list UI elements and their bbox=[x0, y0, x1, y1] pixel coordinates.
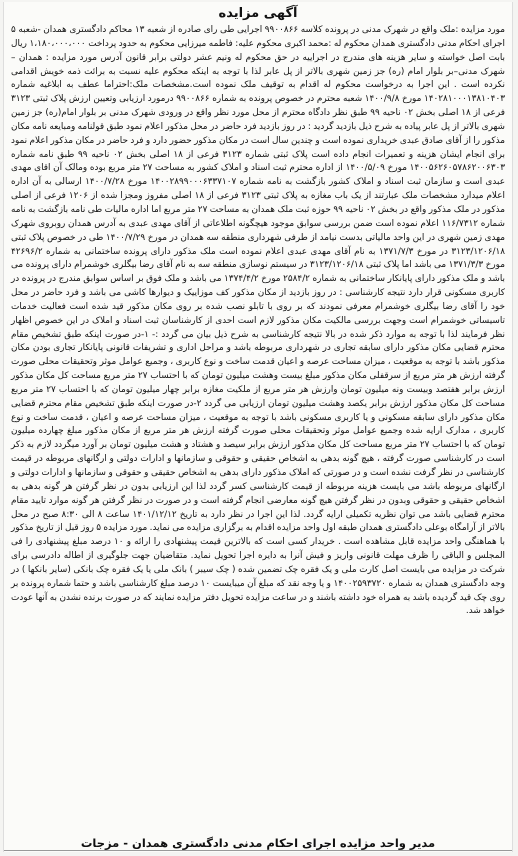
bottom-divider bbox=[4, 850, 512, 851]
auction-notice bbox=[3, 2, 513, 852]
notice-title: آگهی مزایده bbox=[218, 6, 298, 21]
notice-body: مورد مزایده :ملک واقع در شهرک مدنی در پرونده کلاسه ۹۹۰۰۸۶۶ اجرایی طی رای صادره از شعبه ۱۳ محاکم دادگستری همدان -شعبه ۵ اجرای احکام مدنی دادگستری همدان محکوم له :محمد اکبری محکوم علیه: فاطمه میرزایی محکوم به حدود پرداخت ۱،۱۸۰،۰۰۰،۰۰۰ ریال بابت اصل خواسته و سایر هزینه های مندرج در اجراییه در حق محکوم له ونیم عشر دولتی برابر قانون آدرس مورد مزایده : همدان – شهرک مدنی–بر بلوار امام (ره) جز زمین شهری بالاتر از پل عابر لذا با توجه به اینکه محکوم علیه نسبت به برائت ذمه خویش اقدامی نکرده است . این اجرا به درخواست محکوم له اقدام به توقیف ملک نموده است.مشخصات ملک:احتراما عطف به ابلاغیه شماره ۱۴۰۲۸۱۰۰۰۱۳۸۱۰۴۰۳ مورخ ۱۴۰۰/۹/۸ شعبه محترم در خصوص پرونده به شماره ۹۹۰۰۸۶۶ درمورد ارزیابی وتعیین ارزش پلاک ثبتی ۳۱۲۳ فرعی از ۱۸ اصلی بخش ۰۲ ناحیه ۹۹ طبق نظر دادگاه محترم از محل مورد نظر واقع در ورودی شهرک مدنی بر بلوار امام(ره) جز زمین شهری بالاتر از پل عابر پیاده به شرح ذیل بازدید گردید : در روز بازدید فرد حاضر در محل مذکور اعلام نمود طبق قولنامه ومبایعه نامه مکان مذکور را از آقای صادق عبدی خریداری نموده است و چندین سال است در مکان مذکور حضور دارد و فرد حاضر در مکان مذکور اعلام نمود برای انجام ایشان هزینه و تعمیرات انجام داده است پلاک ثبتی شماره ۳۱۲۳ فرعی از ۱۸ اصلی بخش ۰۲ ناحیه ۹۹ طبق نامه شماره ۱۴۰۰۵۶۲۶۰۵۷۸۶۲۰۰۶۳۰۳ مورخ ۱۴۰۰/۵/۰۹ از اداره محترم ثبت اسناد و املاک کشور به مساحت ۲۷ متر مربع بوده ومالک آن اقای مهدی عبدی است و سازمان ثبت اسناد و املاک کشور بازگشت به نامه شماره ۱۴۰۰۲۸۹۹۰۰۰۶۳۳۷۱۰۷ مورخ ۱۴۰۰/۷/۲۸ ارسالی به آن اداره اعلام میدارد مشخصات ملک عبارتند از یک باب مغازه به پلاک ثبتی ۳۱۲۳ فرعی از ۱۸ اصلی مفروز ومجزا شده از ۱۲۰۶ فرعی از اصلی مذکور در ملک مذکور واقع در بخش ۰۲ ناحیه ۹۹ حوزه ثبت ملک همدان به مساحت ۲۷ متر مربع اما اداره مالیات طی نامه بازگشت به نامه شماره ۱۱۶/۷۳۱۲ اعلام نموده است ضمن بررسی سوابق موجود هیچگونه اطلاعاتی از آقای مهدی عبدی به آدرس همدان روبروی شهرک مهدی زمین شهری در این واحد مالیاتی بدست نیامد از طرفی شهرداری منطقه سه همدان در مورخ ۱۴۰۰/۷/۲۹ طی در خصوص پلاک ثبتی ۳۱۲۳/۱۲۰۶/۱۸ در مورخ ۱۳۷۱/۷/۳ به نام آقای مهدی عبدی اعلام نموده است ملک مذکور دارای پرونده ساختمانی به شماره ۴۲۶۹۶/۲ مورخ ۱۳۷۱/۳/۳ می باشد اما پلاک ثبتی ۳۱۲۳/۱۲۰۶/۱۸ در سیستم نوسازی منطقه سه به نام آقای رضا بیگلری خوشمرام دارای پرونده می باشد و ملک مذکور دارای پایانکار ساختمانی به شماره ۲۵۸۴/۲ مورخ ۱۳۷۴/۴/۲ می باشد و ملک فوق بر اساس سوابق مندرج در پرونده در کاربری مسکونی قرار دارد نتیجه کارشناسی : در روز بازدید از مکان مذکور کف موزاییک و دیوارها کاشی می باشد و فرد حاضر در محل خود را آقای رضا بیگلری خوشمرام معرفی نمودند که بر روی با تابلو نصب شده بر روی مکان مذکور قید شده است فعالیت خدمات تاسیساتی خوشمرام است وجهت بررسی مالکیت مکان مذکور لازم است احدی از کارشناسان ثبت اسناد و املاک در این خصوص اظهار نظر فرمایند لذا با توجه به موارد ذکر شده در بالا نتیجه کارشناسی به شرح ذیل بیان می گردد :- ۱-در صورت اینکه طبق تشخیص مقام محترم قضایی مکان مذکور دارای سابقه تجاری در شهرداری مربوطه باشد و مراحل اداری و تشریفات قانونی پایانکار تجاری بودن مکان مذکور باشد با توجه به موقعیت ، میزان مساحت عرصه و اعیان قدمت ساخت و نوع کاربری ، وجمیع عوامل موثر وتحقیقات محلی صورت گرفته ارزش هر متر مربع از سرقفلی مکان مذکور مبلغ بیست وهشت میلیون تومان که با احتساب ۲۷ متر مربع مساحت کل مکان مذکور ارزش برابر هفتصد وبیست ونه میلیون تومان وارزش هر متر مربع از ملکیت مغازه برابر چهار میلیون تومان که با احتساب ۲۷ متر مربع مساحت کل مکان مذکور ارزش برابر یکصد وهشت میلیون تومان ارزیابی می گردد ۲-در صورت اینکه طبق تشخیص مقام محترم قضایی مکان مذکور دارای سابقه مسکونی و یا کاربری مسکونی باشد با توجه به موقعیت ، میزان مساحت عرصه و اعیان ، قدمت ساخت و نوع کاربری ، مدارک ارایه شده وجمیع عوامل موثر وتحقیقات محلی صورت گرفته ارزش هر متر مربع از مکان مذکور مبلغ چهارده میلیون تومان که با احتساب ۲۷ متر مربع مساحت کل مکان مذکور ارزش برابر سیصد و هشتاد و هشت میلیون تومان بر آورد میگردد لازم به ذکر است در کارشناسی صورت گرفته ، هیچ گونه بدهی به اشخاص حقیقی و حقوقی و سازمانها و ادارات دولتی و ارگانهای مربوطه در قیمت کارشناسی در نظر گرفت نشده است و در صورتی که املاک مذکور دارای بدهی به اشخاص حقیقی و حقوقی و سازمانها و ادارات دولتی و ارگانهای مربوطه باشد می بایست هزینه مربوطه از قیمت کارشناسی کسر گردد لذا این ارزیابی بدون در نظر گرفتن هر گونه بدهی به اشخاص حقیقی و حقوقی وبدون در نظر گرفتن هیچ گونه معارضی انجام گرفته است و در صورت در نظر گرفتن هر گونه موارد تایید مقام محترم قضایی باشد می توان نظریه تکمیلی ارایه گردد. لذا این اجرا در نظر دارد به تاریخ ۱۴۰۱/۱۲/۱۲ ساعت ۸ الی ۸:۳۰ صبح در محل بالاتر از آرامگاه بوعلی دادگستری همدان طبقه اول واحد مزایده اقدام به برگزاری مزایده می نماید. مورد مزایده ۵ روز قبل از تاریخ مذکور با هماهنگی واحد مزایده قابل مشاهده است . خریدار کسی است که بالاترین قیمت پیشنهادی را ارائه و ۱۰ درصد مبلغ پیشنهادی را فی المجلس و الباقی را ظرف مهلت قانونی واریز و فیش آنرا به دایره اجرا تحویل نماید. متقاضیان جهت جلوگیری از اطاله دادرسی برای شرکت در مزایده می بایست اصل کارت ملی و یک فقره چک تضمین شده ( چک سیبر ) بانک ملی یا یک فقره چک بانکی (سایر بانکها ) در وجه دادگستری همدان به شماره ۱۴۰۰۲۵۹۳۷۲۰ و یا وجه نقد که مبلغ آن میبایست ۱۰ درصد مبلغ کارشناسی باشد و حتما شماره پرونده بر روی چک قید گردیده باشد به همراه خود داشته باشند و در ساعت مزایده تحویل دفتر مزایده نمایند که در صورت برنده نشدن به آنها عودت خواهد شد. bbox=[11, 25, 506, 617]
notice-signature: مدیر واحد مزایده اجرای احکام مدنی دادگستری همدان - مزجات bbox=[80, 836, 436, 850]
